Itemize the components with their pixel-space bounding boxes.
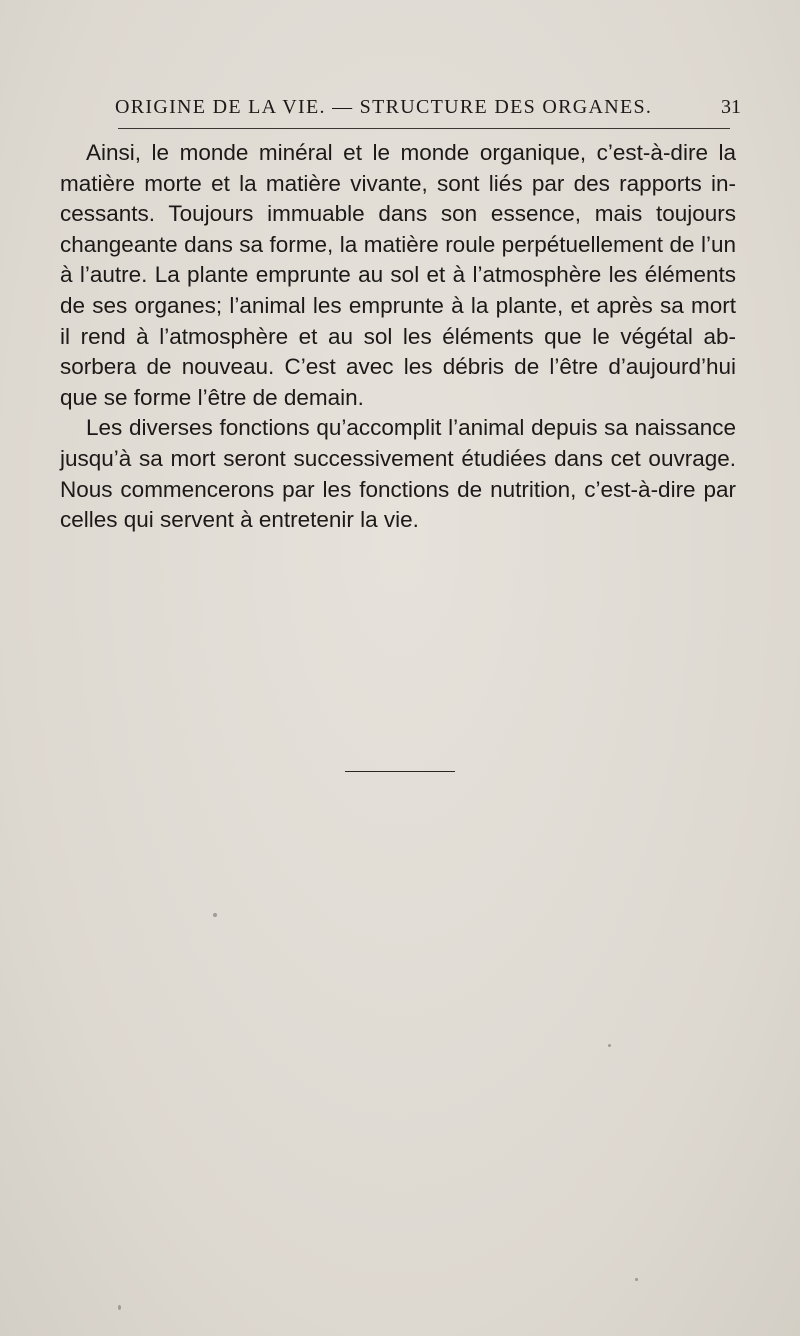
- paragraph: Les diverses fonctions qu’accomplit l’animal depuis sa naissance jusqu’à sa mort seront successivement étudiées dans cet ouvrage. Nous commencerons par les fonctions de nutrition, c’est-à-dire par celles qui servent à entretenir la vie.: [60, 415, 736, 533]
- section-end-rule: [345, 771, 455, 772]
- paper-speck: [635, 1278, 638, 1281]
- running-title: ORIGINE DE LA VIE. — STRUCTURE DES ORGANES.: [115, 96, 653, 118]
- paper-speck: [118, 1305, 121, 1310]
- paper-speck: [213, 913, 217, 917]
- running-head: [115, 92, 745, 122]
- header-rule: [118, 128, 730, 129]
- paper-speck: [608, 1044, 611, 1047]
- page-number: 31: [721, 96, 741, 118]
- paragraph: Ainsi, le monde minéral et le monde organique, c’est-à-dire la matière morte et la matière vivante, sont liés par des rapports in-cessants. Toujours immuable dans son essence, mais toujours changeante dans sa forme, la matière roule perpétuellement de l’un à l’autre. La plante emprunte au sol et à l’atmosphère les éléments de ses organes; l’animal les emprunte à la plante, et après sa mort il rend à l’atmosphère et au sol les éléments que le végétal ab-sorbera de nouveau. C’est avec les débris de l’être d’aujourd’hui que se forme l’être de demain.: [60, 140, 736, 410]
- body-text: [60, 138, 736, 536]
